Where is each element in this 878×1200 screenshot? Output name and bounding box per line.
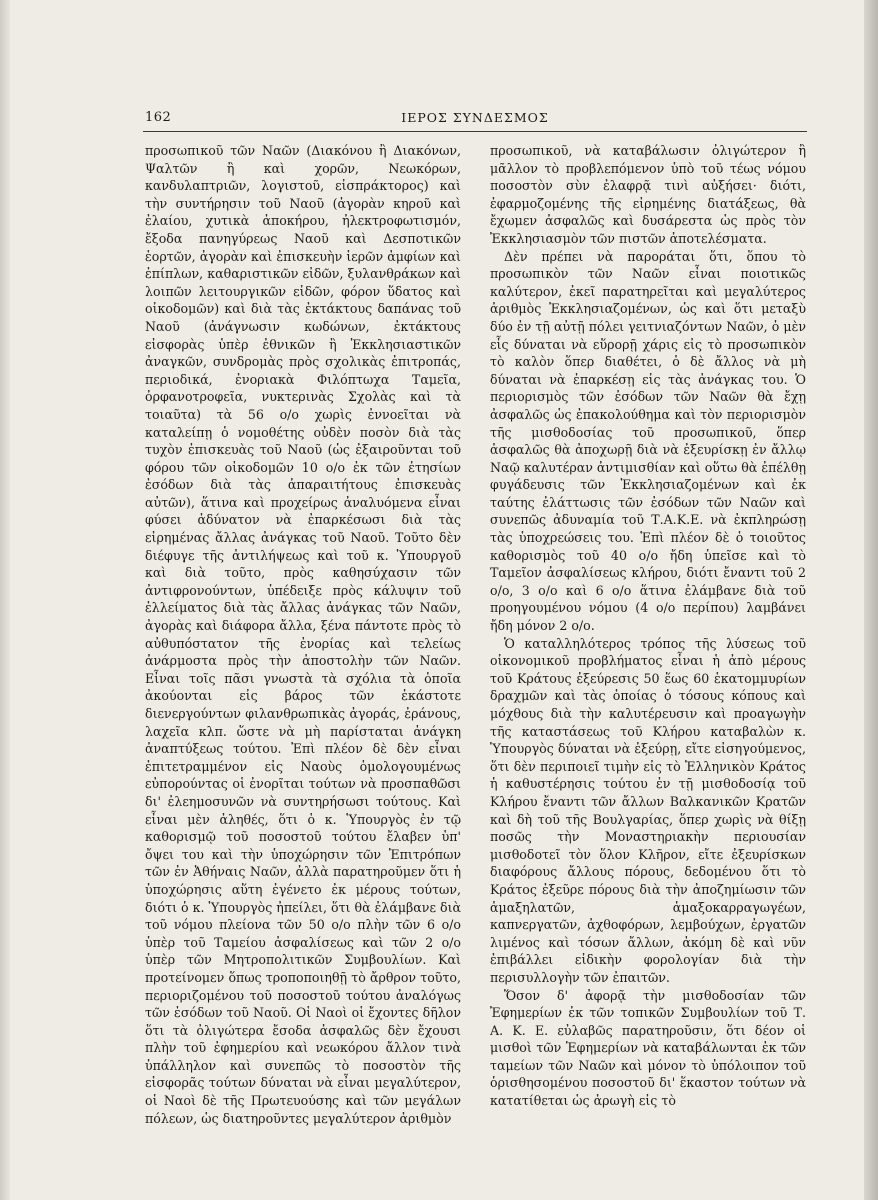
right-paragraph-4: Ὅσον δ' ἀφορᾷ τὴν μισθοδοσίαν τῶν Ἐφημερίων ἐκ τῶν τοπικῶν Συμβουλίων τοῦ Τ. Α. Κ. Ε. εὐλαβῶς παρατηροῦσιν, ὅτι δέον οἱ μισθοὶ τῶν Ἐφημερίων νὰ καταβάλωνται ἐκ τῶν ταμείων τῶν Ναῶν καὶ μόνον τὸ ὑπόλοιπον τοῦ ὁρισθησομένου ποσοστοῦ δι' ἕκαστον τούτων νὰ κατατίθεται ὡς ἀρωγὴ εἰς τὸ xyxy=(490,987,806,1109)
page-header xyxy=(145,110,805,132)
left-paragraph-1: προσωπικοῦ τῶν Ναῶν (Διακόνου ἢ Διακόνων, Ψαλτῶν ἢ καὶ χορῶν, Νεωκόρων, κανδυλαπτριῶν, λογιστοῦ, εἰσπράκτορος) καὶ τὴν συντήρησιν τοῦ Ναοῦ (ἀγορὰν κηροῦ καὶ ἐλαίου, χυτικὰ ἀποκήρου, ἠλεκτροφωτισμόν, ἔξοδα πανηγύρεως Ναοῦ καὶ Δεσποτικῶν ἑορτῶν, ἀγορὰν καὶ ἐπισκευὴν ἱερῶν ἀμφίων καὶ ἐπίπλων, καθαριστικῶν εἰδῶν, ξυλανθράκων καὶ λοιπῶν λειτουργικῶν εἰδῶν, φόρον ὕδατος καὶ οἰκοδομῶν) καὶ διὰ τὰς ἐκτάκτους δαπάνας τοῦ Ναοῦ (ἀνάγνωσιν κωδώνων, ἐκτάκτους εἰσφορὰς ὑπὲρ ἐθνικῶν ἢ Ἐκκλησιαστικῶν ἀναγκῶν, συνδρομὰς πρὸς σχολικὰς ἐπιτροπάς, περιοδικά, ἐνοριακὰ Φιλόπτωχα Ταμεῖα, ὀρφανοτροφεῖα, νυκτερινὰς Σχολὰς καὶ τὰ τοιαῦτα) τὰ 56 ο/ο χωρὶς ἐννοεῖται νὰ καταλείπῃ ὁ νομοθέτης οὐδὲν ποσὸν διὰ τὰς τυχὸν ἐπισκευὰς τοῦ Ναοῦ (ὡς ἐξαιροῦνται τοῦ φόρου τῶν οἰκοδομῶν 10 ο/ο ἐκ τῶν ἐτησίων ἐσόδων διὰ τὰς ἀπαραιτήτους ἐπισκευὰς αὐτῶν), ἅτινα καὶ προχείρως ἀναλυόμενα εἶναι φύσει ἀδύνατον νὰ ἐπαρκέσωσι διὰ τὰς εἰρημένας ἄλλας ἀνάγκας τοῦ Ναοῦ. Τοῦτο δὲν διέφυγε τῆς ἀντιλήψεως καὶ τοῦ κ. Ὑπουργοῦ καὶ διὰ τοῦτο, πρὸς καθησύχασιν τῶν ἀντιφρονούντων, ὑπέδειξε πρὸς κάλυψιν τοῦ ἐλλείματος διὰ τὰς ἄλλας ἀνάγκας τῶν Ναῶν, ἀγορὰς καὶ διάφορα ἄλλα, ξένα πάντοτε πρὸς τὸ αὐθυπόστατον τῆς ἐνορίας καὶ τελείως ἀνάρμοστα πρὸς τὴν ἀποστολὴν τῶν Ναῶν. Εἶναι τοῖς πᾶσι γνωστὰ τὰ σχόλια τὰ ὁποῖα ἀκούονται εἰς βάρος τῶν ἑκάστοτε διενεργούντων φιλανθρωπικὰς ἀγοράς, ἐράνους, λαχεῖα κλπ. ὥστε νὰ μὴ παρίσταται ἀνάγκη ἀναπτύξεως τούτου. Ἐπὶ πλέον δὲ δὲν εἶναι ἐπιτετραμμένον εἰς Ναοὺς ὁμολογουμένως εὐπορούντας οἱ ἐνορῖται τούτων νὰ προσπαθῶσι δι' ἐλεημοσυνῶν νὰ συντηρήσωσι τούτους. Καὶ εἶναι μὲν ἀληθές, ὅτι ὁ κ. Ὑπουργὸς ἐν τῷ καθορισμῷ τοῦ ποσοστοῦ τούτου ἔλαβεν ὑπ' ὄψει του καὶ τὴν ὑποχώρησιν τῶν Ἐπιτρόπων τῶν ἐν Ἀθήναις Ναῶν, ἀλλὰ παρατηροῦμεν ὅτι ἡ ὑποχώρησις αὕτη ἐγένετο ἐκ μέρους τούτων, διότι ὁ κ. Ὑπουργὸς ἠπείλει, ὅτι θὰ ἐλάμβανε διὰ τοῦ νόμου πλείονα τῶν 50 ο/ο πλὴν τῶν 6 ο/ο ὑπὲρ τοῦ Ταμείου ἀσφαλίσεως καὶ τῶν 2 ο/ο ὑπὲρ τῶν Μητροπολιτικῶν Συμβουλίων. Καὶ προτείνομεν ὅπως τροποποιηθῇ τὸ ἄρθρον τοῦτο, περιοριζομένου τοῦ ποσοστοῦ τούτου ἀναλόγως τῶν ἐσόδων τοῦ Ναοῦ. Οἱ Ναοὶ οἱ ἔχοντες δῆλον ὅτι τὰ ὀλιγώτερα ἔσοδα ἀσφαλῶς δὲν ἔχουσι πλὴν τοῦ ἐφημερίου καὶ νεωκόρου ἄλλον τινὰ ὑπάλληλον καὶ συνεπῶς τὸ ποσοστὸν τῆς εἰσφορᾶς τούτων δύναται νὰ εἶναι μεγαλύτερον, οἱ Ναοὶ δὲ τῆς Πρωτευούσης καὶ τῶν μεγάλων πόλεων, ὡς διατηροῦντες μεγαλύτερον ἀριθμὸν xyxy=(145,143,462,1126)
running-title: ΙΕΡΟΣ ΣΥΝΔΕΣΜΟΣ xyxy=(401,110,549,125)
page-left-edge xyxy=(0,0,10,1200)
right-paragraph-1: προσωπικοῦ, νὰ καταβάλωσιν ὀλιγώτερον ἢ μᾶλλον τὸ προβλεπόμενον ὑπὸ τοῦ τέως νόμου ποσοστὸν σὺν ἐλαφρᾷ τινὶ αὐξήσει· διότι, ἐφαρμοζομένης τῆς εἰρημένης διατάξεως, θὰ ἔχωμεν ἀσφαλῶς καὶ δυσάρεστα ὡς πρὸς τὸν Ἐκκλησιασμὸν τῶν πιστῶν ἀποτελέσματα. xyxy=(490,143,806,246)
page-number: 162 xyxy=(145,110,172,125)
page-right-edge xyxy=(864,0,878,1200)
right-paragraph-3: Ὁ καταλληλότερος τρόπος τῆς λύσεως τοῦ οἰκονομικοῦ προβλήματος εἶναι ἡ ἀπὸ μέρους τοῦ Κράτους ἐξεύρεσις 50 ἕως 60 ἑκατομμυρίων δραχμῶν καὶ τὰς ὁποίας ὁ τόσους κόπους καὶ μόχθους διὰ τὴν καλυτέρευσιν καὶ προαγωγὴν τῆς καταστάσεως τοῦ Κλήρου καταβαλὼν κ. Ὑπουργὸς δύναται νὰ ἐξεύρῃ, εἴτε εἰσηγούμενος, ὅτι δὲν περιποιεῖ τιμὴν εἰς τὸ Ἑλληνικὸν Κράτος ἡ καθυστέρησις τούτου ἐν τῇ μισθοδοσίᾳ τοῦ Κλήρου ἔναντι τῶν ἄλλων Βαλκανικῶν Κρατῶν καὶ δὴ τοῦ τῆς Βουλγαρίας, ὅπερ χωρὶς νὰ θίξῃ ποσῶς τὴν Μοναστηριακὴν περιουσίαν μισθοδοτεῖ τὸν ὅλον Κλῆρον, εἴτε ἐξευρίσκων διαφόρους ἄλλους πόρους, δεδομένου ὅτι τὸ Κράτος ἐξεῦρε πόρους διὰ τὴν ἀποζημίωσιν τῶν ἁμαξηλατῶν, ἁμαξοκαρραγωγέων, καπνεργατῶν, ἀχθοφόρων, λεμβούχων, ἐργατῶν λιμένος καὶ τόσων ἄλλων, ἀκόμη δὲ καὶ νῦν ἐπιβάλλει εἰδικὴν φορολογίαν διὰ τὴν περισυλλογὴν τῶν ἐπαιτῶν. xyxy=(490,635,806,985)
right-column xyxy=(490,142,806,1110)
right-paragraph-2: Δὲν πρέπει νὰ παροράται ὅτι, ὅπου τὸ προσωπικὸν τῶν Ναῶν εἶναι ποιοτικῶς καλύτερον, ἐκεῖ παρατηρεῖται καὶ μεγαλύτερος ἀριθμὸς Ἐκκλησιαζομένων, ὡς καὶ ὅτι μεταξὺ δύο ἐν τῇ αὐτῇ πόλει γειτνιαζόντων Ναῶν, ὁ μὲν εἷς δύναται νὰ εὕρορῇ χάρις εἰς τὸ προσωπικὸν τὸ καλὸν ὅπερ διαθέτει, ὁ δὲ ἄλλος νὰ μὴ δύναται νὰ ἐπαρκέσῃ εἰς τὰς ἀνάγκας του. Ὁ περιορισμὸς τῶν ἐσόδων τῶν Ναῶν θὰ ἔχῃ ἀσφαλῶς ὡς ἐπακολούθημα καὶ τὸν περιορισμὸν τῆς μισθοδοσίας τοῦ προσωπικοῦ, ὅπερ ἀσφαλῶς θὰ ἀποχωρῇ διὰ νὰ ἐξευρίσκῃ ἐν ἄλλῳ Ναῷ καλυτέραν ἀντιμισθίαν καὶ οὕτω θὰ ἐπέλθῃ φυγάδευσις τῶν Ἐκκλησιαζομένων καὶ ἐκ ταύτης ἐλάττωσις τῶν ἐσόδων τῶν Ναῶν καὶ συνεπῶς ἀδυναμία τοῦ Τ.Α.Κ.Ε. νὰ ἐκπληρώσῃ τὰς ὑποχρεώσεις του. Ἐπὶ πλέον δὲ ὁ τοιοῦτος καθορισμὸς τοῦ 40 ο/ο ἤδη ὑπεῖσε καὶ τὸ Ταμεῖον ἀσφαλίσεως κλήρου, διότι ἔναντι τοῦ 2 ο/ο, 3 ο/ο καὶ 6 ο/ο ἅτινα ἐλάμβανε διὰ τοῦ προηγουμένου νόμου (4 ο/ο περίπου) λαμβάνει ἤδη μόνον 2 ο/ο. xyxy=(490,248,806,634)
header-rule xyxy=(143,131,807,132)
left-column xyxy=(145,142,461,1127)
